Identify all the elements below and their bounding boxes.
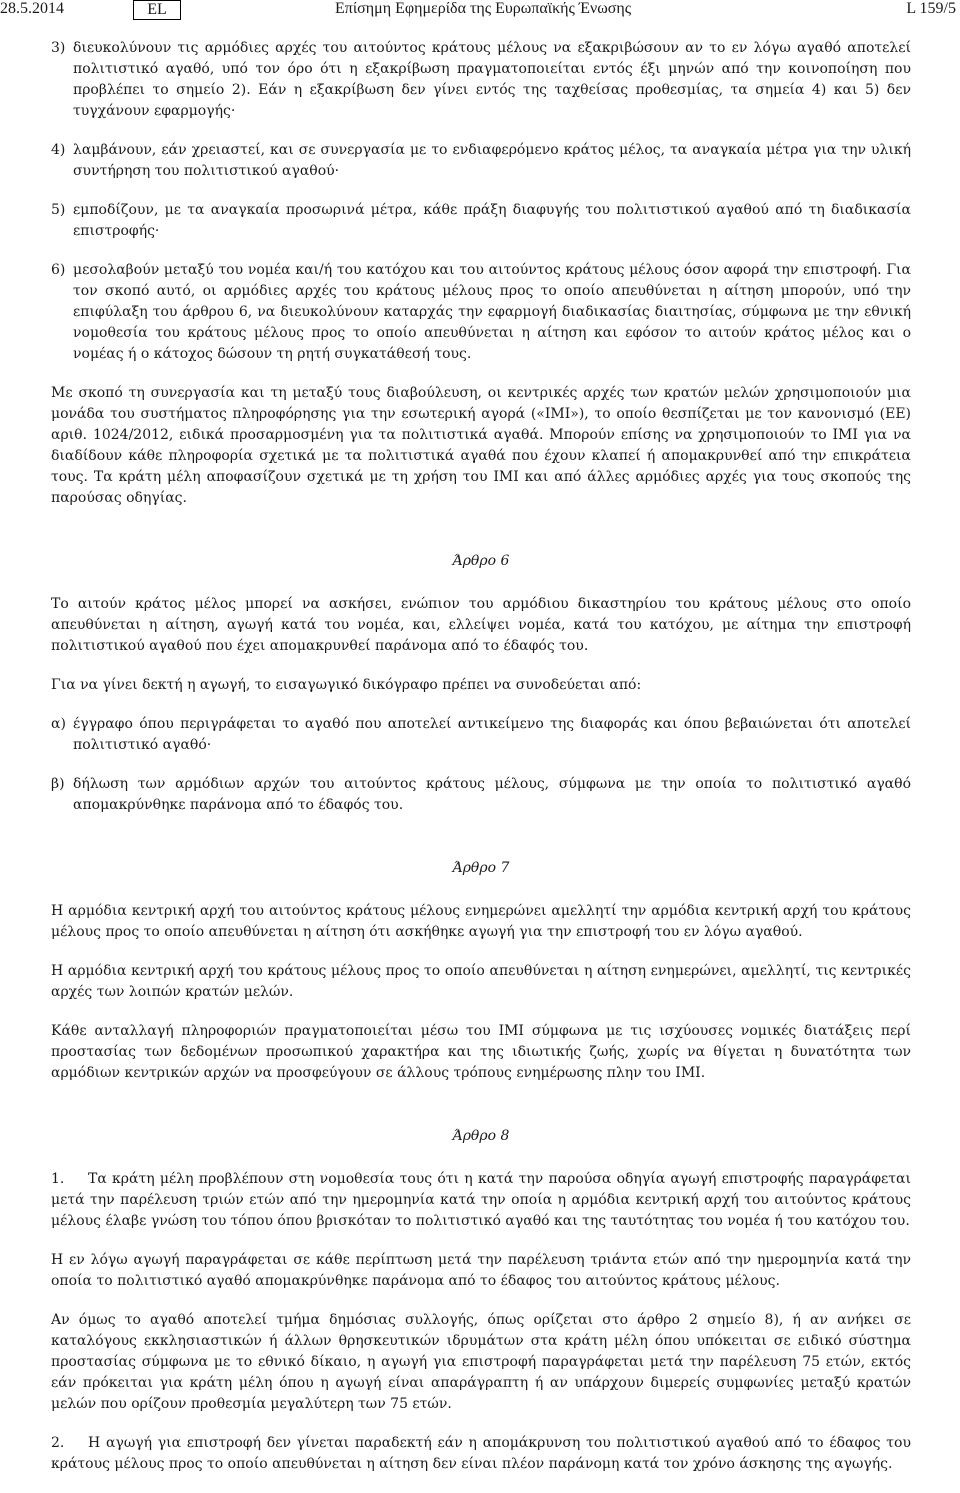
- item-text: λαμβάνουν, εάν χρειαστεί, και σε συνεργασία με το ενδιαφερόμενο κράτος μέλος, τα αναγκαία μέτρα για την υλική συντήρηση του πολιτιστικού αγαθού·: [73, 142, 911, 179]
- page-reference: L 159/5: [906, 0, 956, 17]
- item-label: 3): [51, 40, 66, 56]
- paragraph-text: Τα κράτη μέλη προβλέπουν στη νομοθεσία τους ότι η κατά την παρούσα οδηγία αγωγή επιστροφής παραγράφεται μετά την παρέλευση τριών ετών από την ημερομηνία κατά την οποία η αρμόδια κεντρική αρχή του αιτούντος κράτους μέλους έλαβε γνώση του τόπου όπου βρισκόταν το πολιτιστικό αγαθό και της ταυτότητας του νομέα ή του κατόχου του.: [51, 1171, 911, 1229]
- journal-header: [0, 0, 960, 22]
- language-badge: EL: [133, 0, 181, 20]
- item-text: μεσολαβούν μεταξύ του νομέα και/ή του κατόχου και του αιτούντος κράτους μέλους όσον αφορά την επιστροφή. Για τον σκοπό αυτό, οι αρμόδιες αρχές του κράτους μέλους προς το οποίο απευθύνεται η αίτηση μπορούν, υπό την επιφύλαξη του άρθρου 6, να διευκολύνουν καταρχάς την εφαρμογή διαδικασίας διαιτησίας, σύμφωνα με την εθνική νομοθεσία του κράτους μέλους προς το οποίο απευθύνεται η αίτηση και εφόσον το αιτούν κράτος μέλος και ο νομέας ή ο κάτοχος δώσουν τη ρητή συγκατάθεσή τους.: [73, 262, 911, 362]
- article-6-title: Άρθρο 6: [452, 553, 510, 569]
- item-label: 6): [51, 262, 66, 278]
- article-7-paragraph-1: Η αρμόδια κεντρική αρχή του αιτούντος κράτους μέλους ενημερώνει αμελλητί την αρμόδια κεντρική αρχή του κράτους μέλους προς το οποίο απευθύνεται η αίτηση ότι ασκήθηκε αγωγή για την επιστροφή του εν λόγω αγαθού.: [51, 903, 911, 940]
- list-item: [51, 260, 911, 365]
- paragraph-imi: Με σκοπό τη συνεργασία και τη μεταξύ τους διαβούλευση, οι κεντρικές αρχές των κρατών μελών χρησιμοποιούν μια μονάδα του συστήματος πληροφόρησης για την εσωτερική αγορά («IMI»), το οποίο θεσπίζεται με τον κανονισμό (ΕΕ) αριθ. 1024/2012, ειδικά προσαρμοσμένη για τα πολιτιστικά αγαθά. Μπορούν επίσης να χρησιμοποιούν το IMI για να διαδίδουν κάθε πληροφορία σχετικά με τα πολιτιστικά αγαθά που έχουν κλαπεί ή απομακρυνθεί από την επικράτεια τους. Τα κράτη μέλη αποφασίζουν σχετικά με τη χρήση του IMI και από άλλες αρμόδιες αρχές για τους σκοπούς της παρούσας οδηγίας.: [51, 385, 911, 506]
- article-7-title: Άρθρο 7: [452, 860, 510, 876]
- list-item: [51, 714, 911, 756]
- article-6-paragraph-2: Για να γίνει δεκτή η αγωγή, το εισαγωγικό δικόγραφο πρέπει να συνοδεύεται από:: [51, 677, 642, 693]
- article-6-paragraph-1: Το αιτούν κράτος μέλος μπορεί να ασκήσει, ενώπιον του αρμόδιου δικαστηρίου του κράτους μέλους στο οποίο απευθύνεται η αίτηση, αγωγή κατά του νομέα, και, ελλείψει νομέα, κατά του κατόχου, με αίτημα την επιστροφή πολιτιστικού αγαθού που έχει απομακρυνθεί παράνομα από το έδαφός του.: [51, 596, 911, 654]
- article-8-paragraph-2: Η εν λόγω αγωγή παραγράφεται σε κάθε περίπτωση μετά την παρέλευση τριάντα ετών από την ημερομηνία κατά την οποία το πολιτιστικό αγαθό απομακρύνθηκε παράνομα από το έδαφος του αιτούντος κράτους μέλους.: [51, 1252, 911, 1289]
- paragraph-number: 1.: [51, 1171, 65, 1187]
- article-8-paragraph-1: [51, 1169, 911, 1232]
- article-8-paragraph-4: [51, 1433, 911, 1475]
- article-8-paragraph-3: Αν όμως το αγαθό αποτελεί τμήμα δημόσιας συλλογής, όπως ορίζεται στο άρθρο 2 σημείο 8), ή αν ανήκει σε καταλόγους εκκλησιαστικών ή άλλων θρησκευτικών ιδρυμάτων στα κράτη μέλη όπου υπόκειται σε ειδικό σύστημα προστασίας σύμφωνα με το εθνικό δίκαιο, η αγωγή για επιστροφή παραγράφεται μετά την παρέλευση 75 ετών, εκτός εάν πρόκειται για κράτη μέλη όπου η αγωγή είναι απαράγραπτη ή αν υπάρχουν διμερείς συμφωνίες μεταξύ κρατών μελών που ορίζουν προθεσμία μεγαλύτερη των 75 ετών.: [51, 1312, 911, 1412]
- paragraph-text: Η αγωγή για επιστροφή δεν γίνεται παραδεκτή εάν η απομάκρυνση του πολιτιστικού αγαθού από το έδαφος του κράτους μέλους προς το οποίο απευθύνεται η αίτηση δεν είναι πλέον παράνομη κατά τον χρόνο άσκησης της αγωγής.: [51, 1435, 911, 1472]
- paragraph-number: 2.: [51, 1435, 65, 1451]
- item-text: δήλωση των αρμόδιων αρχών του αιτούντος κράτους μέλους, σύμφωνα με την οποία το πολιτιστικό αγαθό απομακρύνθηκε παράνομα από το έδαφός του.: [73, 776, 911, 813]
- document-body: [51, 38, 911, 1493]
- article-7-paragraph-3: Κάθε ανταλλαγή πληροφοριών πραγματοποιείται μέσω του IMI σύμφωνα με τις ισχύουσες νομικές διατάξεις περί προστασίας των δεδομένων προσωπικού χαρακτήρα και της ιδιωτικής ζωής, χωρίς να θίγεται η δυνατότητα των αρμόδιων κεντρικών αρχών να προσφεύγουν σε άλλους τρόπους ενημέρωσης πλην του IMI.: [51, 1023, 911, 1081]
- list-item: [51, 140, 911, 182]
- issue-date: 28.5.2014: [0, 0, 64, 17]
- list-item: [51, 774, 911, 816]
- list-item: [51, 38, 911, 122]
- item-text: εμποδίζουν, με τα αναγκαία προσωρινά μέτρα, κάθε πράξη διαφυγής του πολιτιστικού αγαθού από τη διαδικασία επιστροφής·: [73, 202, 911, 239]
- article-8-title: Άρθρο 8: [452, 1128, 510, 1144]
- article-7-paragraph-2: Η αρμόδια κεντρική αρχή του κράτους μέλους προς το οποίο απευθύνεται η αίτηση ενημερώνει, αμελλητί, τις κεντρικές αρχές των λοιπών κρατών μελών.: [51, 963, 911, 1000]
- item-label: 4): [51, 142, 66, 158]
- list-item: [51, 200, 911, 242]
- item-label: 5): [51, 202, 66, 218]
- item-label: α): [51, 716, 66, 732]
- item-text: διευκολύνουν τις αρμόδιες αρχές του αιτούντος κράτους μέλους να εξακριβώσουν αν το εν λόγω αγαθό αποτελεί πολιτιστικό αγαθό, υπό τον όρο ότι η εξακρίβωση πραγματοποιείται εντός έξι μηνών από την κοινοποίηση που προβλέπει το σημείο 2). Εάν η εξακρίβωση δεν γίνει εντός της ταχθείσας προθεσμίας, τα σημεία 4) και 5) δεν τυγχάνουν εφαρμογής·: [73, 40, 911, 119]
- journal-title: Επίσημη Εφημερίδα της Ευρωπαϊκής Ένωσης: [335, 0, 632, 17]
- item-label: β): [51, 776, 65, 792]
- item-text: έγγραφο όπου περιγράφεται το αγαθό που αποτελεί αντικείμενο της διαφοράς και όπου βεβαιώνεται ότι αποτελεί πολιτιστικό αγαθό·: [73, 716, 911, 753]
